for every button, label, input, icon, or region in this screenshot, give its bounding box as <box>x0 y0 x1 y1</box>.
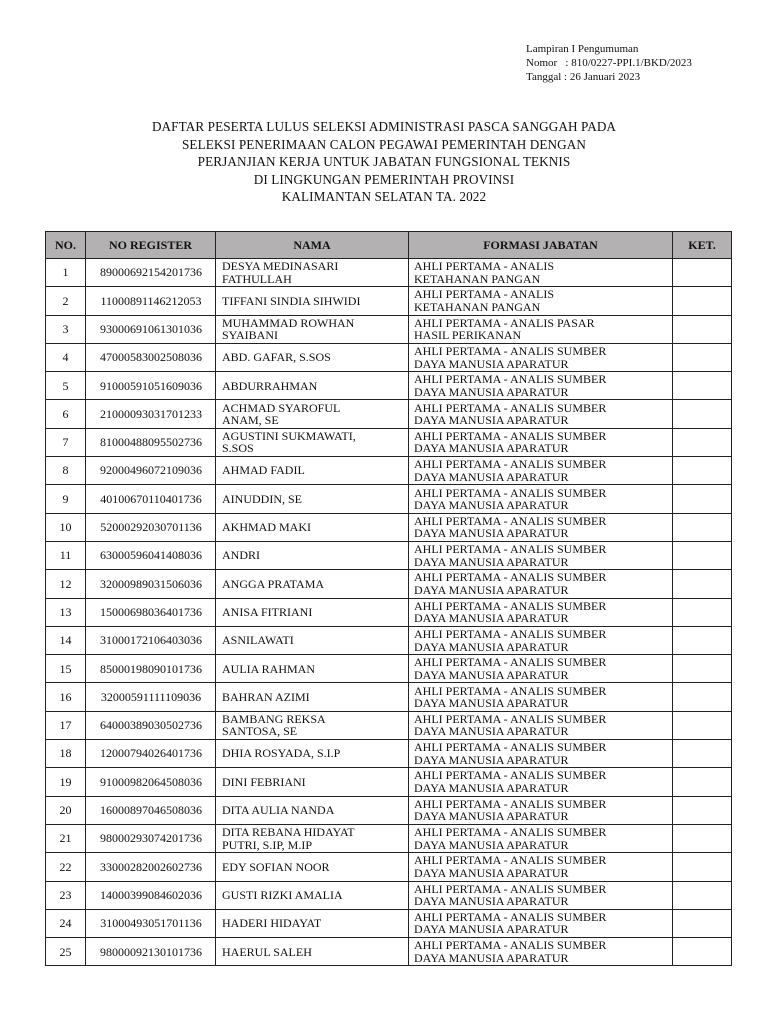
nama-line-1: BAMBANG REKSA <box>222 711 326 726</box>
formasi-line-2: DAYA MANUSIA APARATUR <box>414 441 569 456</box>
formasi-line-2: DAYA MANUSIA APARATUR <box>414 582 569 597</box>
nama-line-1: GUSTI RIZKI AMALIA <box>222 887 343 902</box>
nama-line-1: ASNILAWATI <box>222 633 294 648</box>
cell-no: 13 <box>46 598 86 626</box>
cell-ket <box>673 824 732 852</box>
formasi-line-2: DAYA MANUSIA APARATUR <box>414 356 569 371</box>
cell-formasi-jabatan <box>409 372 673 400</box>
table-row <box>46 400 732 428</box>
cell-formasi-jabatan <box>409 683 673 711</box>
table-header-row <box>46 232 732 259</box>
formasi-line-1: AHLI PERTAMA - ANALIS SUMBER <box>414 655 607 670</box>
cell-ket <box>673 343 732 371</box>
cell-ket <box>673 881 732 909</box>
cell-no: 9 <box>46 485 86 513</box>
table-row <box>46 372 732 400</box>
cell-no-register: 11000891146212053 <box>86 287 216 315</box>
nama-line-1: AGUSTINI SUKMAWATI, <box>222 428 356 443</box>
formasi-line-2: DAYA MANUSIA APARATUR <box>414 922 569 937</box>
formasi-line-2: DAYA MANUSIA APARATUR <box>414 413 569 428</box>
table-row <box>46 655 732 683</box>
nama-line-2: SANTOSA, SE <box>222 724 298 739</box>
cell-nama <box>216 655 409 683</box>
formasi-line-1: AHLI PERTAMA - ANALIS SUMBER <box>414 909 607 924</box>
cell-no: 4 <box>46 343 86 371</box>
table-row <box>46 824 732 852</box>
cell-nama <box>216 909 409 937</box>
cell-nama <box>216 457 409 485</box>
cell-ket <box>673 655 732 683</box>
document-title <box>40 118 728 206</box>
cell-ket <box>673 570 732 598</box>
cell-no-register: 15000698036401736 <box>86 598 216 626</box>
table-row <box>46 598 732 626</box>
cell-no: 7 <box>46 428 86 456</box>
formasi-line-2: DAYA MANUSIA APARATUR <box>414 696 569 711</box>
cell-formasi-jabatan <box>409 513 673 541</box>
cell-formasi-jabatan <box>409 626 673 654</box>
formasi-line-2: DAYA MANUSIA APARATUR <box>414 554 569 569</box>
formasi-line-1: AHLI PERTAMA - ANALIS SUMBER <box>414 542 607 557</box>
cell-nama <box>216 626 409 654</box>
formasi-line-1: AHLI PERTAMA - ANALIS SUMBER <box>414 683 607 698</box>
header-formasi-jabatan: FORMASI JABATAN <box>409 232 673 259</box>
formasi-line-2: DAYA MANUSIA APARATUR <box>414 865 569 880</box>
cell-no-register: 91000591051609036 <box>86 372 216 400</box>
cell-ket <box>673 796 732 824</box>
nama-line-1: ANDRI <box>222 548 260 563</box>
formasi-line-2: DAYA MANUSIA APARATUR <box>414 950 569 965</box>
nama-line-2: SYAIBANI <box>222 328 279 343</box>
formasi-line-1: AHLI PERTAMA - ANALIS SUMBER <box>414 485 607 500</box>
cell-formasi-jabatan <box>409 655 673 683</box>
formasi-line-2: KETAHANAN PANGAN <box>414 299 541 314</box>
cell-nama <box>216 853 409 881</box>
formasi-line-1: AHLI PERTAMA - ANALIS SUMBER <box>414 428 607 443</box>
cell-no-register: 93000691061301036 <box>86 315 216 343</box>
cell-no-register: 63000596041408036 <box>86 541 216 569</box>
formasi-line-1: AHLI PERTAMA - ANALIS SUMBER <box>414 853 607 868</box>
formasi-line-2: DAYA MANUSIA APARATUR <box>414 384 569 399</box>
nama-line-1: DHIA ROSYADA, S.I.P <box>222 746 341 761</box>
cell-no-register: 12000794026401736 <box>86 740 216 768</box>
table-row <box>46 428 732 456</box>
formasi-line-2: HASIL PERIKANAN <box>414 328 522 343</box>
formasi-line-2: DAYA MANUSIA APARATUR <box>414 639 569 654</box>
cell-no: 15 <box>46 655 86 683</box>
cell-nama <box>216 768 409 796</box>
cell-formasi-jabatan <box>409 457 673 485</box>
nama-line-2: S.SOS <box>222 441 254 456</box>
table-row <box>46 513 732 541</box>
cell-nama <box>216 824 409 852</box>
nama-line-1: DITA REBANA HIDAYAT <box>222 825 355 840</box>
cell-no-register: 89000692154201736 <box>86 259 216 287</box>
table-row <box>46 683 732 711</box>
nama-line-1: ABD. GAFAR, S.SOS <box>222 350 331 365</box>
cell-nama <box>216 343 409 371</box>
title-line-3: PERJANJIAN KERJA UNTUK JABATAN FUNGSIONAL TEKNIS <box>197 154 571 170</box>
table-row <box>46 485 732 513</box>
formasi-line-2: DAYA MANUSIA APARATUR <box>414 498 569 513</box>
formasi-line-1: AHLI PERTAMA - ANALIS SUMBER <box>414 938 607 953</box>
formasi-line-1: AHLI PERTAMA - ANALIS SUMBER <box>414 796 607 811</box>
cell-ket <box>673 598 732 626</box>
formasi-line-1: AHLI PERTAMA - ANALIS SUMBER <box>414 344 607 359</box>
cell-ket <box>673 513 732 541</box>
nama-line-1: HADERI HIDAYAT <box>222 916 322 931</box>
cell-formasi-jabatan <box>409 343 673 371</box>
cell-formasi-jabatan <box>409 428 673 456</box>
nama-line-1: DESYA MEDINASARI <box>222 259 339 274</box>
cell-ket <box>673 711 732 739</box>
cell-no: 18 <box>46 740 86 768</box>
cell-no: 16 <box>46 683 86 711</box>
cell-formasi-jabatan <box>409 315 673 343</box>
nama-line-1: EDY SOFIAN NOOR <box>222 859 330 874</box>
nama-line-1: AULIA RAHMAN <box>222 661 315 676</box>
cell-nama <box>216 570 409 598</box>
nama-line-1: ABDURRAHMAN <box>222 378 318 393</box>
cell-ket <box>673 683 732 711</box>
cell-ket <box>673 626 732 654</box>
table-row <box>46 343 732 371</box>
cell-no: 22 <box>46 853 86 881</box>
formasi-line-1: AHLI PERTAMA - ANALIS SUMBER <box>414 400 607 415</box>
cell-no: 3 <box>46 315 86 343</box>
title-line-5: KALIMANTAN SELATAN TA. 2022 <box>281 189 487 205</box>
cell-nama <box>216 513 409 541</box>
nama-line-2: PUTRI, S.IP, M.IP <box>222 837 313 852</box>
table-row <box>46 315 732 343</box>
cell-no: 19 <box>46 768 86 796</box>
nama-line-1: AKHMAD MAKI <box>222 520 311 535</box>
cell-formasi-jabatan <box>409 711 673 739</box>
cell-ket <box>673 428 732 456</box>
cell-no-register: 32000989031506036 <box>86 570 216 598</box>
cell-formasi-jabatan <box>409 485 673 513</box>
cell-no-register: 33000282002602736 <box>86 853 216 881</box>
cell-formasi-jabatan <box>409 938 673 966</box>
nama-line-1: AHMAD FADIL <box>222 463 305 478</box>
cell-no: 12 <box>46 570 86 598</box>
nama-line-1: ANGGA PRATAMA <box>222 576 325 591</box>
cell-no-register: 32000591111109036 <box>86 683 216 711</box>
cell-nama <box>216 541 409 569</box>
cell-ket <box>673 740 732 768</box>
table-body <box>46 259 732 966</box>
formasi-line-2: DAYA MANUSIA APARATUR <box>414 526 569 541</box>
cell-formasi-jabatan <box>409 400 673 428</box>
cell-no-register: 16000897046508036 <box>86 796 216 824</box>
title-line-1: DAFTAR PESERTA LULUS SELEKSI ADMINISTRASI PASCA SANGGAH PADA <box>151 119 617 134</box>
cell-formasi-jabatan <box>409 570 673 598</box>
cell-nama <box>216 881 409 909</box>
table-row <box>46 287 732 315</box>
cell-formasi-jabatan <box>409 259 673 287</box>
formasi-line-1: AHLI PERTAMA - ANALIS SUMBER <box>414 881 607 896</box>
cell-nama <box>216 740 409 768</box>
table-row <box>46 853 732 881</box>
cell-no-register: 92000496072109036 <box>86 457 216 485</box>
cell-no-register: 21000093031701233 <box>86 400 216 428</box>
cell-formasi-jabatan <box>409 598 673 626</box>
cell-no: 8 <box>46 457 86 485</box>
table-row <box>46 796 732 824</box>
nama-line-1: DITA AULIA NANDA <box>222 803 335 818</box>
formasi-line-1: AHLI PERTAMA - ANALIS PASAR <box>414 315 595 330</box>
cell-no: 11 <box>46 541 86 569</box>
formasi-line-2: DAYA MANUSIA APARATUR <box>414 809 569 824</box>
title-line-2: SELEKSI PENERIMAAN CALON PEGAWAI PEMERINTAH DENGAN <box>182 136 586 152</box>
cell-nama <box>216 938 409 966</box>
cell-ket <box>673 541 732 569</box>
cell-nama <box>216 796 409 824</box>
cell-nama <box>216 428 409 456</box>
cell-no-register: 52000292030701136 <box>86 513 216 541</box>
table-row <box>46 457 732 485</box>
cell-ket <box>673 938 732 966</box>
cell-no: 5 <box>46 372 86 400</box>
table-row <box>46 938 732 966</box>
header-nama: NAMA <box>216 232 409 259</box>
formasi-line-2: KETAHANAN PANGAN <box>414 271 541 286</box>
cell-no-register: 64000389030502736 <box>86 711 216 739</box>
formasi-line-1: AHLI PERTAMA - ANALIS SUMBER <box>414 768 607 783</box>
table-row <box>46 626 732 654</box>
cell-no: 21 <box>46 824 86 852</box>
reference-line-nomor: Nomor : 810/0227-PPI.1/BKD/2023 <box>526 57 692 69</box>
cell-formasi-jabatan <box>409 909 673 937</box>
table-row <box>46 768 732 796</box>
table-row <box>46 570 732 598</box>
formasi-line-1: AHLI PERTAMA - ANALIS SUMBER <box>414 598 607 613</box>
formasi-line-2: DAYA MANUSIA APARATUR <box>414 780 569 795</box>
formasi-line-2: DAYA MANUSIA APARATUR <box>414 667 569 682</box>
cell-formasi-jabatan <box>409 287 673 315</box>
reference-block <box>526 42 692 84</box>
cell-no-register: 14000399084602036 <box>86 881 216 909</box>
formasi-line-2: DAYA MANUSIA APARATUR <box>414 752 569 767</box>
nama-line-1: AINUDDIN, SE <box>222 491 302 506</box>
cell-ket <box>673 287 732 315</box>
cell-no-register: 85000198090101736 <box>86 655 216 683</box>
formasi-line-1: AHLI PERTAMA - ANALIS <box>414 259 554 274</box>
table-row <box>46 259 732 287</box>
nama-line-1: BAHRAN AZIMI <box>222 689 310 704</box>
cell-no-register: 98000092130101736 <box>86 938 216 966</box>
cell-no: 23 <box>46 881 86 909</box>
cell-ket <box>673 457 732 485</box>
cell-no-register: 31000172106403036 <box>86 626 216 654</box>
cell-formasi-jabatan <box>409 853 673 881</box>
cell-nama <box>216 598 409 626</box>
reference-line-tanggal: Tanggal : 26 Januari 2023 <box>526 71 641 83</box>
formasi-line-1: AHLI PERTAMA - ANALIS <box>414 287 554 302</box>
formasi-line-1: AHLI PERTAMA - ANALIS SUMBER <box>414 627 607 641</box>
table-row <box>46 881 732 909</box>
cell-no: 10 <box>46 513 86 541</box>
title-line-4: DI LINGKUNGAN PEMERINTAH PROVINSI <box>253 171 515 187</box>
cell-formasi-jabatan <box>409 796 673 824</box>
cell-no: 1 <box>46 259 86 287</box>
cell-formasi-jabatan <box>409 768 673 796</box>
cell-nama <box>216 711 409 739</box>
participants-table <box>45 231 732 966</box>
cell-ket <box>673 400 732 428</box>
nama-line-1: HAERUL SALEH <box>222 944 312 959</box>
nama-line-2: FATHULLAH <box>222 271 292 286</box>
formasi-line-2: DAYA MANUSIA APARATUR <box>414 469 569 484</box>
cell-formasi-jabatan <box>409 881 673 909</box>
cell-no-register: 31000493051701136 <box>86 909 216 937</box>
reference-line-lampiran: Lampiran I Pengumuman <box>526 43 639 55</box>
cell-nama <box>216 372 409 400</box>
table-row <box>46 909 732 937</box>
nama-line-1: MUHAMMAD ROWHAN <box>222 315 355 330</box>
cell-no: 17 <box>46 711 86 739</box>
cell-no: 25 <box>46 938 86 966</box>
cell-no: 6 <box>46 400 86 428</box>
cell-ket <box>673 485 732 513</box>
nama-line-1: DINI FEBRIANI <box>222 774 306 789</box>
cell-formasi-jabatan <box>409 824 673 852</box>
cell-ket <box>673 372 732 400</box>
formasi-line-2: DAYA MANUSIA APARATUR <box>414 724 569 739</box>
table-row <box>46 711 732 739</box>
cell-nama <box>216 400 409 428</box>
nama-line-2: ANAM, SE <box>222 413 279 428</box>
formasi-line-1: AHLI PERTAMA - ANALIS SUMBER <box>414 740 607 755</box>
cell-no-register: 98000293074201736 <box>86 824 216 852</box>
table-row <box>46 740 732 768</box>
cell-ket <box>673 315 732 343</box>
cell-ket <box>673 909 732 937</box>
cell-formasi-jabatan <box>409 740 673 768</box>
cell-nama <box>216 683 409 711</box>
header-no: NO. <box>46 232 86 259</box>
cell-no: 24 <box>46 909 86 937</box>
formasi-line-2: DAYA MANUSIA APARATUR <box>414 611 569 626</box>
cell-no: 20 <box>46 796 86 824</box>
table-row <box>46 541 732 569</box>
cell-ket <box>673 768 732 796</box>
nama-line-1: ACHMAD SYAROFUL <box>222 400 341 415</box>
formasi-line-1: AHLI PERTAMA - ANALIS SUMBER <box>414 570 607 585</box>
cell-no: 2 <box>46 287 86 315</box>
cell-nama <box>216 315 409 343</box>
formasi-line-1: AHLI PERTAMA - ANALIS SUMBER <box>414 825 607 840</box>
cell-no-register: 91000982064508036 <box>86 768 216 796</box>
cell-nama <box>216 287 409 315</box>
formasi-line-1: AHLI PERTAMA - ANALIS SUMBER <box>414 457 607 472</box>
cell-ket <box>673 853 732 881</box>
nama-line-1: TIFFANI SINDIA SIHWIDI <box>222 293 361 308</box>
cell-nama <box>216 259 409 287</box>
cell-no: 14 <box>46 626 86 654</box>
formasi-line-1: AHLI PERTAMA - ANALIS SUMBER <box>414 711 607 726</box>
nama-line-1: ANISA FITRIANI <box>222 604 313 619</box>
header-ket: KET. <box>673 232 732 259</box>
formasi-line-1: AHLI PERTAMA - ANALIS SUMBER <box>414 372 607 387</box>
cell-formasi-jabatan <box>409 541 673 569</box>
formasi-line-2: DAYA MANUSIA APARATUR <box>414 894 569 909</box>
header-no-register: NO REGISTER <box>86 232 216 259</box>
cell-no-register: 81000488095502736 <box>86 428 216 456</box>
cell-no-register: 40100670110401736 <box>86 485 216 513</box>
cell-no-register: 47000583002508036 <box>86 343 216 371</box>
cell-nama <box>216 485 409 513</box>
formasi-line-2: DAYA MANUSIA APARATUR <box>414 837 569 852</box>
cell-ket <box>673 259 732 287</box>
formasi-line-1: AHLI PERTAMA - ANALIS SUMBER <box>414 513 607 528</box>
